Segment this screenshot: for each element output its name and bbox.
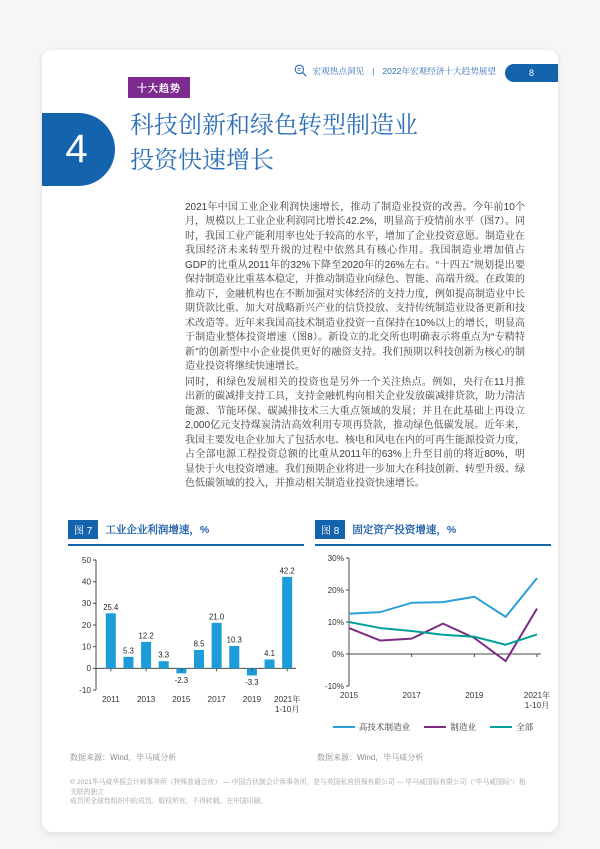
header-title: 2022年宏观经济十大趋势展望 — [382, 65, 496, 76]
svg-text:30%: 30% — [327, 553, 344, 563]
svg-text:10.3: 10.3 — [226, 635, 242, 645]
svg-text:2019: 2019 — [242, 695, 262, 704]
svg-text:0%: 0% — [332, 649, 344, 659]
svg-text:42.2: 42.2 — [279, 566, 295, 576]
svg-text:-2.3: -2.3 — [174, 675, 189, 685]
svg-text:-3.3: -3.3 — [245, 677, 259, 687]
figure7-label-box: 图 7 — [68, 520, 98, 539]
chart8-legend — [315, 721, 551, 733]
legend-label: 全部 — [516, 722, 534, 732]
bar-chart-industrial-profit-growth — [68, 550, 304, 722]
copyright-line1: © 2021毕马威华振会计师事务所（特殊普通合伙） — 中国合伙制会计师事务所，是与英国私营担保有限公司 — 毕马威国际有限公司（“毕马威国际”）相关联的独立 — [70, 779, 526, 796]
section-number-badge — [42, 113, 115, 186]
magnifier-insight-icon — [294, 64, 307, 77]
legend-line-swatch — [490, 726, 512, 729]
svg-text:0: 0 — [86, 664, 91, 674]
page-number-badge — [505, 64, 558, 82]
svg-text:50: 50 — [81, 555, 91, 565]
paragraph-2: 同时，和绿色发展相关的投资也是另外一个关注热点。例如，央行在11月推出新的碳减排支持工具，支持金融机构向相关企业发放碳减排贷款，助力清洁能源、节能环保、碳减排技术三大重点领域的发展；并且在此基础上再设立2,000亿元支持煤炭清洁高效利用专项再贷款，推动绿色低碳发展。近年来，我国主要发电企业加大了包括水电、核电和风电在内的可再生能源投资力度，占全部电源工程投资总额的比重从2011年的63%上升至目前的将近80%，明显快于火电投资增速。我们预期企业将进一步加大在科技创新、转型升级、绿色低碳领域的投入，并推动相关制造业投资快速增长。 — [185, 377, 525, 490]
svg-text:2017: 2017 — [402, 691, 421, 700]
svg-text:2015: 2015 — [172, 695, 191, 704]
svg-text:-10%: -10% — [324, 681, 344, 691]
svg-text:25.4: 25.4 — [103, 602, 119, 612]
copyright-line2: 成员所全球性组织中的成员。版权所有，不得转载。在中国印刷。 — [70, 798, 268, 805]
section-title-line2: 投资快速增长 — [130, 147, 274, 174]
svg-text:21.0: 21.0 — [209, 612, 225, 622]
copyright-footer — [70, 778, 532, 807]
chart7-header — [68, 520, 304, 546]
page-header — [294, 64, 496, 77]
svg-text:-10: -10 — [79, 685, 91, 695]
line-chart-fixed-asset-investment-growth — [315, 550, 551, 722]
svg-text:2017: 2017 — [207, 695, 226, 704]
svg-text:5.3: 5.3 — [123, 646, 134, 656]
chart7-source: 数据来源：Wind，毕马威分析 — [70, 753, 177, 762]
legend-item — [490, 721, 533, 733]
legend-label: 制造业 — [450, 722, 477, 732]
svg-text:4.1: 4.1 — [264, 648, 275, 658]
report-page — [42, 50, 558, 832]
chart-panel-figure8 — [315, 520, 551, 780]
svg-text:20: 20 — [81, 620, 91, 630]
page-number: 8 — [528, 68, 534, 78]
paragraph-1: 2021年中国工业企业利润快速增长，推动了制造业投资的改善。今年前10个月，规模以上工业企业利润同比增长42.2%，明显高于疫情前水平（图7）。同时，我国工业产能利用率也处于较高的水平，增加了企业投资意愿。制造业在我国经济未来转型升级的过程中依然具有核心作用。我国制造业增加值占GDP的比重从2011年的32%下降至2020年的26%左右。“十四五”规划提出要保持制造业比重基本稳定，并推动制造业向绿色、智能、高端升级。在政策的推动下，金融机构也在不断加强对实体经济的支持力度，例如提高制造业中长期贷款比重、加大对战略新兴产业的信贷投放、支持传统制造业设备更新和技术改造等。近年来我国高技术制造业投资一直保持在10%以上的增长，明显高于制造业整体投资增速（图8）。新设立的北交所也明确表示将重点为“专精特新”的创新型中小企业提供更好的融资支持。我们预期以科技创新为核心的制造业投资将继续快速增长。 — [185, 202, 526, 372]
svg-text:8.5: 8.5 — [193, 639, 205, 649]
figure8-label-box: 图 8 — [315, 520, 345, 539]
chart8-source: 数据来源：Wind，毕马威分析 — [317, 753, 424, 762]
svg-text:2019: 2019 — [465, 691, 484, 700]
svg-text:30: 30 — [81, 599, 91, 609]
header-brand: 宏观热点洞见 — [312, 65, 365, 76]
svg-text:10%: 10% — [327, 617, 344, 627]
section-number: 4 — [65, 127, 88, 171]
section-tag: 十大趋势 — [128, 77, 190, 98]
svg-text:2021年: 2021年 — [273, 695, 301, 704]
section-title — [130, 108, 418, 178]
svg-text:20%: 20% — [327, 585, 344, 595]
svg-text:10: 10 — [81, 642, 91, 652]
svg-text:3.3: 3.3 — [158, 650, 170, 660]
svg-text:2015: 2015 — [339, 691, 359, 700]
legend-line-swatch — [424, 726, 446, 729]
legend-item — [424, 721, 476, 733]
svg-text:1-10月: 1-10月 — [274, 705, 300, 714]
legend-item — [333, 721, 411, 733]
header-separator: | — [372, 65, 375, 76]
chart8-header — [315, 520, 551, 546]
svg-text:12.2: 12.2 — [138, 631, 154, 641]
legend-line-swatch — [333, 726, 355, 729]
chart-panel-figure7 — [68, 520, 304, 780]
svg-text:1-10月: 1-10月 — [524, 701, 550, 710]
section-title-line1: 科技创新和绿色转型制造业 — [130, 112, 418, 139]
svg-text:2013: 2013 — [136, 695, 156, 704]
chart7-title: 工业企业利润增速，% — [105, 524, 210, 536]
legend-label: 高技术制造业 — [358, 722, 411, 732]
svg-text:40: 40 — [81, 577, 91, 587]
svg-text:2021年: 2021年 — [523, 691, 551, 700]
chart8-title: 固定资产投资增速，% — [352, 524, 457, 536]
svg-text:2011: 2011 — [102, 695, 120, 704]
